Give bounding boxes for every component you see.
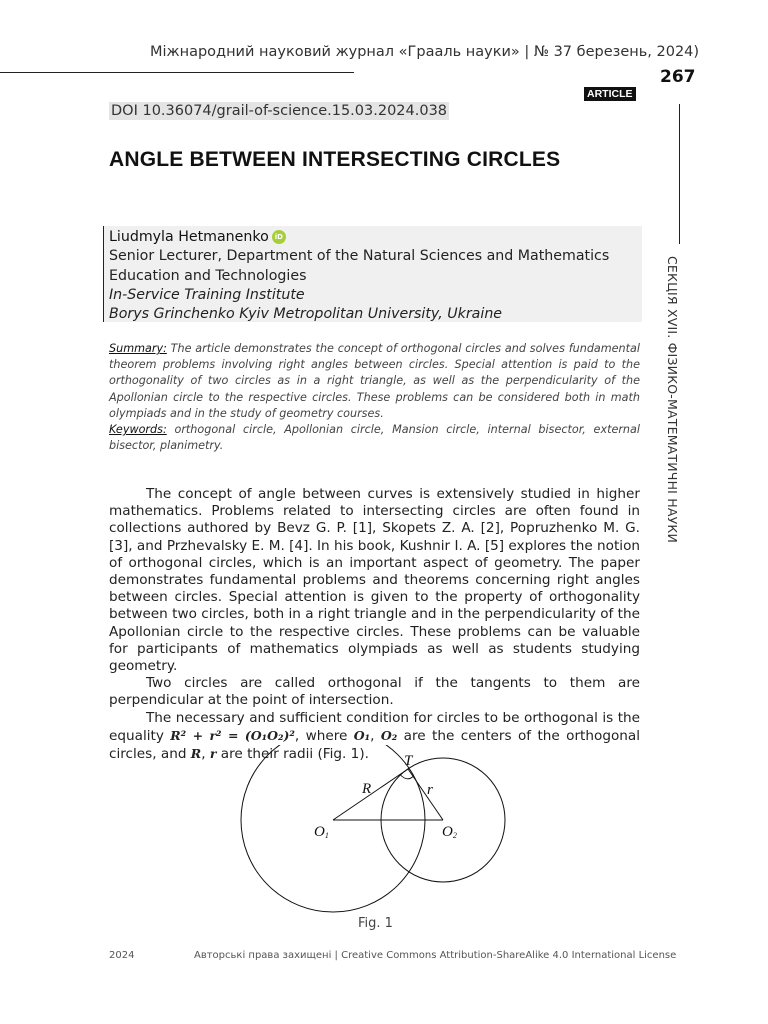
doi-link[interactable]: DOI 10.36074/grail-of-science.15.03.2024.038: [111, 103, 448, 119]
footer-year: 2024: [109, 950, 135, 961]
summary-block: [109, 341, 640, 454]
margin-rule: [679, 104, 680, 244]
orthogonality-equation: R² + r² = (O₁O₂)²: [170, 727, 295, 743]
segment-o2-t: [408, 769, 443, 820]
summary-label: Summary:: [109, 342, 167, 355]
circle-o1: [241, 745, 425, 912]
section-label-vertical: СЕКЦІЯ XVII. ФІЗИКО-МАТЕМАТИЧНІ НАУКИ: [665, 256, 680, 544]
author-line: [109, 228, 642, 247]
summary-text: The article demonstrates the concept of orthogonal circles and solves fundamental theorem problems involving right angles between circles. Special attention is paid to the orthogonality of two circles as in a right triangle, as well as the perpendicularity of the Apollonian circle to the respective circles. These problems can be considered both in math olympiads and in the study of geometry courses.: [109, 342, 640, 420]
keywords-text: orthogonal circle, Apollonian circle, Mansion circle, internal bisector, external bisector, planimetry.: [109, 423, 640, 453]
body-text-span: are their radii (Fig. 1).: [220, 746, 369, 763]
author-position: Senior Lecturer, Department of the Natural Sciences and Mathematics Education and Technologies: [109, 248, 610, 284]
body-text-span: The necessary and sufficient condition for circles to be orthogonal is the equality: [109, 709, 640, 744]
author-university: Borys Grinchenko Kyiv Metropolitan University, Ukraine: [109, 306, 503, 323]
math-o1: O₁: [353, 727, 371, 743]
footer-license: Авторські права захищені | Creative Commons Attribution-ShareAlike 4.0 International License: [194, 950, 677, 961]
orcid-icon[interactable]: iD: [272, 230, 286, 244]
article-title: ANGLE BETWEEN INTERSECTING CIRCLES: [109, 148, 561, 171]
body-paragraph-1: The concept of angle between curves is extensively studied in higher mathematics. Problems related to intersecting circles are often found in collections authored by Bevz G. P. [1], Skopets Z. A. [2], Popruzhenko M. G. [3], and Przhevalsky E. M. [4]. In his book, Kushnir I. A. [5] explores the notion of orthogonal circles, which is an important aspect of geometry. The paper demonstrates fundamental problems and theorems concerning right angles between circles. Special attention is given to the property of orthogonality between two circles, both in a right triangle and in the perpendicularity of the Apollonian circle to the respective circles. These problems can be valuable for participants of mathematics olympiads as well as students studying geometry.: [109, 486, 640, 675]
summary-paragraph: [109, 341, 640, 422]
body-text-span: ,: [201, 746, 206, 763]
label-small-r: r: [427, 782, 433, 798]
right-angle-mark: [400, 775, 413, 779]
math-o2: O₂: [380, 727, 398, 743]
label-o1: O1: [314, 824, 329, 840]
article-badge: ARTICLE: [584, 87, 636, 101]
page-number: 267: [660, 67, 696, 87]
author-name: Liudmyla Hetmanenko: [109, 229, 269, 245]
body-text-span: ,: [370, 727, 375, 744]
header-rule: [0, 72, 354, 73]
math-small-r: r: [209, 746, 217, 762]
journal-header: Міжнародний науковий журнал «Грааль науки» | № 37 березень, 2024): [150, 44, 700, 60]
author-institute: In-Service Training Institute: [109, 286, 305, 303]
body-text-span: are the centers of the orthogonal circles, and: [109, 727, 640, 763]
figure-orthogonal-circles: [228, 745, 538, 915]
math-big-r: R: [190, 746, 202, 762]
label-o2: O2: [442, 824, 457, 840]
label-big-r: R: [362, 781, 372, 797]
figure-caption: Fig. 1: [358, 916, 393, 931]
keywords-label: Keywords:: [109, 423, 167, 437]
author-block: [103, 226, 642, 322]
keywords-paragraph: [109, 422, 640, 454]
body-paragraph-2: Two circles are called orthogonal if the tangents to them are perpendicular at the point of intersection.: [109, 675, 640, 709]
body-text: [109, 486, 640, 763]
body-text-span: , where: [294, 727, 348, 744]
label-t: T: [404, 753, 413, 769]
